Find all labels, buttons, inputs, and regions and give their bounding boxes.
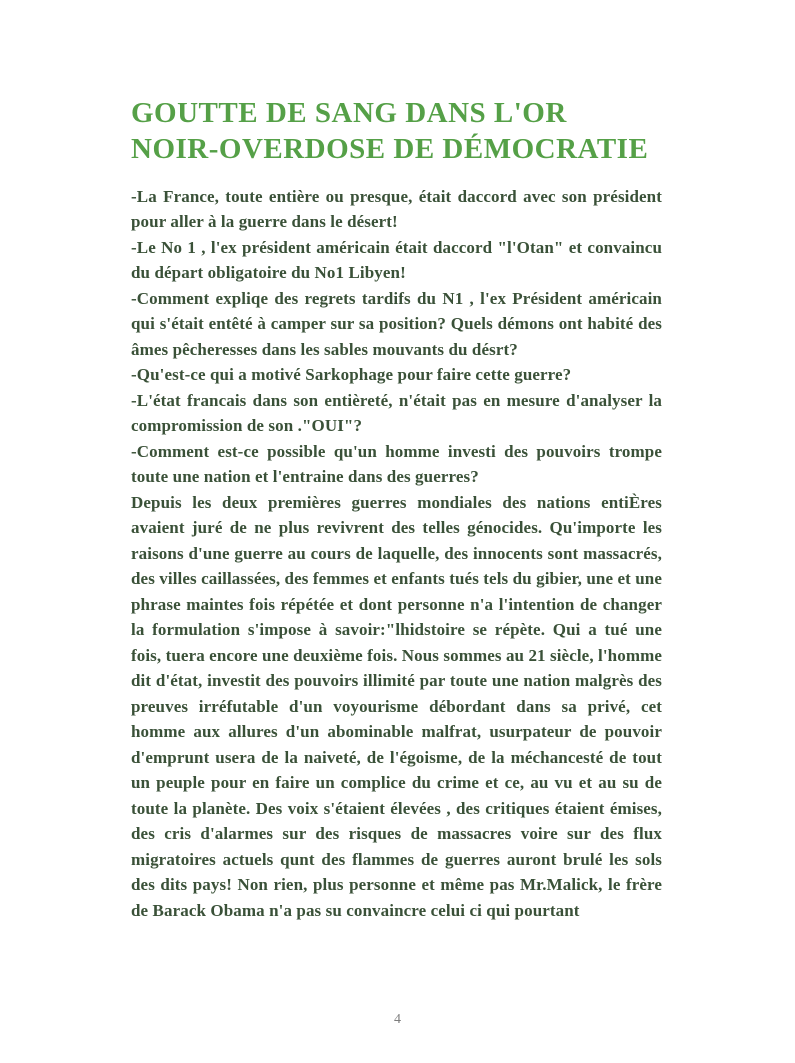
paragraph: -L'état francais dans son entièreté, n'était pas en mesure d'analyser la compromission de son ."OUI"? [131, 390, 662, 436]
paragraph: -Comment expliqe des regrets tardifs du N1 , l'ex Président américain qui s'était entêté à camper sur sa position? Quels démons ont habité des âmes pêcheresses dans les sables mouvants du désrt? [131, 288, 662, 359]
page-number: 4 [394, 1012, 401, 1027]
page-content [131, 96, 662, 923]
body-text [131, 184, 662, 924]
paragraph: -La France, toute entière ou presque, était daccord avec son président pour aller à la guerre dans le désert! [131, 186, 662, 232]
paragraph: -Qu'est-ce qui a motivé Sarkophage pour faire cette guerre? [131, 365, 572, 385]
paragraph: -Comment est-ce possible qu'un homme investi des pouvoirs trompe toute une nation et l'entraine dans des guerres? [131, 441, 662, 487]
paragraph: Depuis les deux premières guerres mondiales des nations entiÈres avaient juré de ne plus revivrent des telles génocides. Qu'importe les raisons d'une guerre au cours de laquelle, des innocents sont massacrés, des villes caillassées, des femmes et enfants tués tels du gibier, une et une phrase maintes fois répétée et dont personne n'a l'intention de changer la formulation s'impose à savoir:"lhidstoire se répète. Qui a tué une fois, tuera encore une deuxième fois. Nous sommes au 21 siècle, l'homme dit d'état, investit des pouvoirs illimité par toute une nation malgrès des preuves irréfutable d'un voyourisme débordant dans sa privé, cet homme aux allures d'un abominable malfrat, usurpateur de pouvoir d'emprunt usera de la naiveté, de l'égoisme, de la méchancesté de tout un peuple pour en faire un complice du crime et ce, au vu et au su de toute la planète. Des voix s'étaient élevées , des critiques étaient émises, des cris d'alarmes sur des risques de massacres voire sur des flux migratoires actuels qunt des flammes de guerres auront brulé les sols des dits pays! Non rien, plus personne et même pas Mr.Malick, le frère de Barack Obama n'a pas su convaincre celui ci qui pourtant [131, 492, 662, 920]
paragraph: -Le No 1 , l'ex président américain était daccord "l'Otan" et convaincu du départ obligatoire du No1 Libyen! [131, 237, 662, 283]
page-title: GOUTTE DE SANG DANS L'OR NOIR-OVERDOSE DE DÉMOCRATIE [131, 97, 649, 165]
